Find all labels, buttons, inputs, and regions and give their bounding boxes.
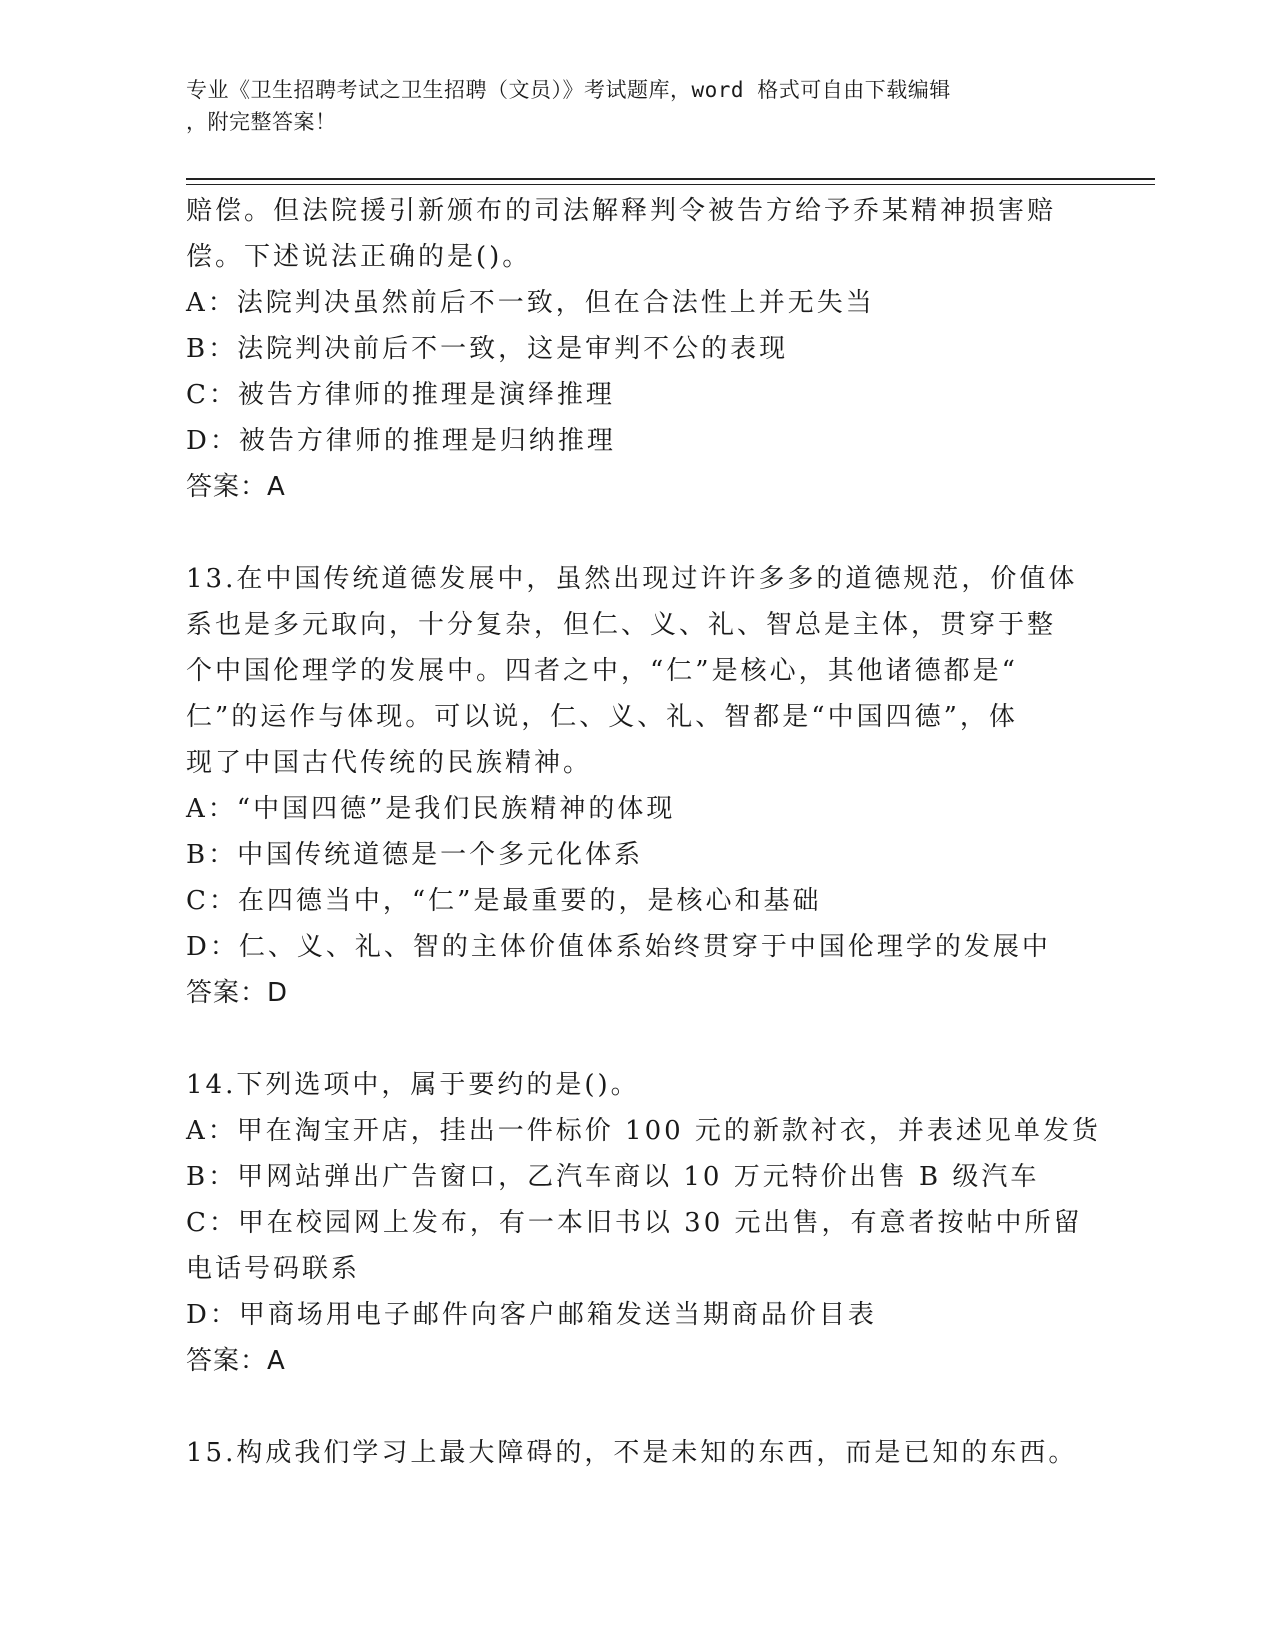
spacer: [186, 510, 1086, 556]
question-stem-line: 现了中国古代传统的民族精神。: [186, 748, 593, 778]
option-a: A：法院判决虽然前后不一致，但在合法性上并无失当: [186, 288, 875, 318]
option-d: D：甲商场用电子邮件向客户邮箱发送当期商品价目表: [186, 1300, 877, 1330]
answer-label: 答案：A: [186, 472, 286, 502]
header-divider-thick: [186, 178, 1155, 180]
spacer: [186, 1384, 1086, 1430]
question-stem-line: 个中国伦理学的发展中。四者之中，“仁”是核心，其他诸德都是“: [186, 656, 1018, 686]
header-divider-thin: [186, 184, 1155, 185]
option-c: C：甲在校园网上发布，有一本旧书以 30 元出售，有意者按帖中所留: [186, 1208, 1083, 1238]
question-12: [186, 188, 1086, 510]
option-b: B：中国传统道德是一个多元化体系: [186, 840, 644, 870]
option-c: C：在四德当中，“仁”是最重要的，是核心和基础: [186, 886, 822, 916]
document-header: [186, 74, 1086, 138]
option-d: D：仁、义、礼、智的主体价值体系始终贯穿于中国伦理学的发展中: [186, 932, 1051, 962]
answer-label: 答案：D: [186, 978, 289, 1008]
option-c-continued: 电话号码联系: [186, 1254, 361, 1284]
option-c: C：被告方律师的推理是演绎推理: [186, 380, 615, 410]
option-a: A：甲在淘宝开店，挂出一件标价 100 元的新款衬衣，并表述见单发货: [186, 1116, 1101, 1146]
question-stem-line: 偿。下述说法正确的是()。: [186, 242, 532, 272]
question-13: [186, 556, 1086, 1016]
option-a: A：“中国四德”是我们民族精神的体现: [186, 794, 676, 824]
question-stem-line: 赔偿。但法院援引新颁布的司法解释判令被告方给予乔某精神损害赔: [186, 196, 1057, 226]
question-stem-line: 14.下列选项中，属于要约的是()。: [186, 1070, 640, 1100]
question-stem-line: 仁”的运作与体现。可以说，仁、义、礼、智都是“中国四德”，体: [186, 702, 1018, 732]
question-stem-line: 系也是多元取向，十分复杂，但仁、义、礼、智总是主体，贯穿于整: [186, 610, 1057, 640]
question-14: [186, 1062, 1101, 1384]
header-line-1: 专业《卫生招聘考试之卫生招聘（文员）》考试题库，word 格式可自由下载编辑: [186, 78, 951, 102]
question-15: [186, 1430, 1086, 1476]
option-b: B：甲网站弹出广告窗口，乙汽车商以 10 万元特价出售 B 级汽车: [186, 1162, 1040, 1192]
spacer: [186, 1016, 1086, 1062]
question-stem-line: 15.构成我们学习上最大障碍的，不是未知的东西，而是已知的东西。: [186, 1438, 1078, 1468]
question-stem-line: 13.在中国传统道德发展中，虽然出现过许许多多的道德规范，价值体: [186, 564, 1078, 594]
header-line-2: ，附完整答案！: [186, 110, 337, 134]
answer-label: 答案：A: [186, 1346, 286, 1376]
option-b: B：法院判决前后不一致，这是审判不公的表现: [186, 334, 789, 364]
option-d: D：被告方律师的推理是归纳推理: [186, 426, 616, 456]
document-body: [186, 188, 1101, 1476]
